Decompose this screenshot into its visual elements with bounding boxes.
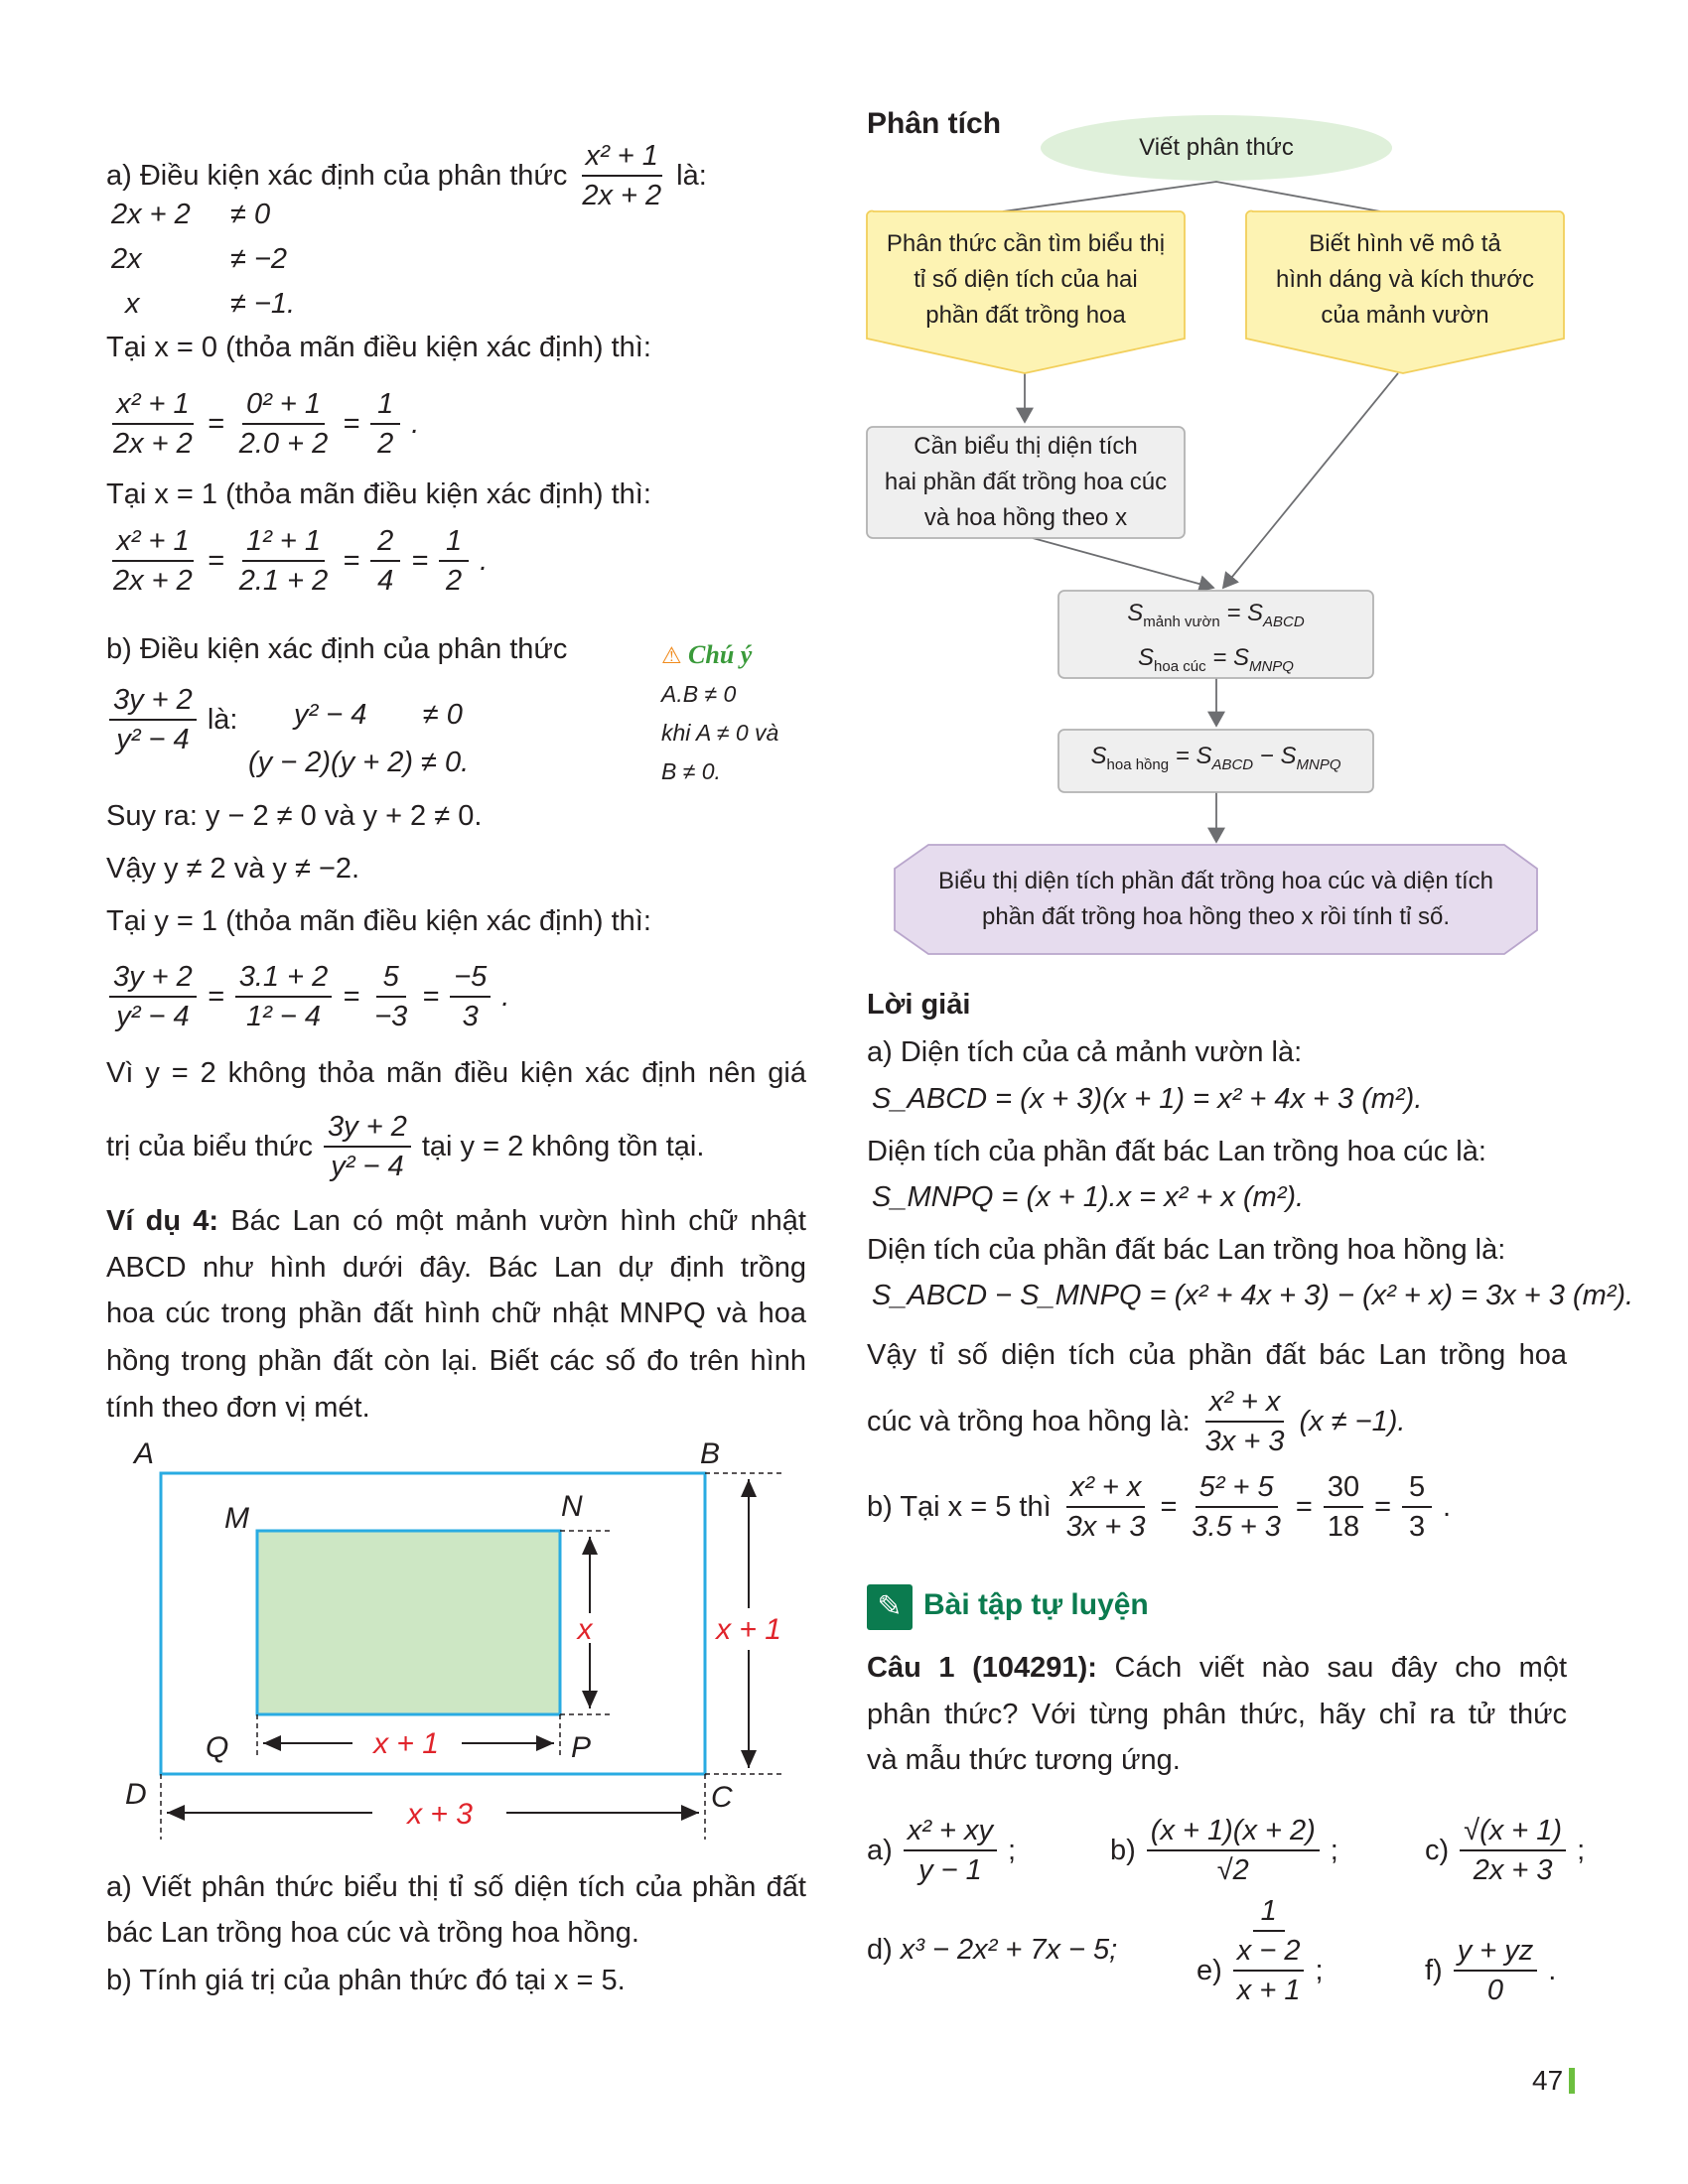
line: hình dáng và kích thước <box>1276 266 1534 293</box>
denominator: 2x + 2 <box>582 180 662 211</box>
numerator: 5 <box>1402 1468 1432 1508</box>
example-line: hồng trong phần đất còn lại. Biết các số đo trên hình <box>106 1345 806 1377</box>
line: Biểu thị diện tích phần đất trồng hoa cúc và diện tích <box>937 868 1494 894</box>
subscript: ABCD <box>1211 756 1254 773</box>
denominator: 2x + 2 <box>113 428 193 460</box>
denominator: y² − 4 <box>331 1151 404 1182</box>
denominator: 2x + 3 <box>1473 1854 1553 1886</box>
option-label: b) <box>1110 1835 1136 1866</box>
option-label: f) <box>1425 1955 1443 1986</box>
equation-3: $\frac{3y + 2}{\text{y² − 4}}$ = $\frac{3.1 + 2}{\text{1² − 4}}$ = $\frac{5}{-3}$ = $\frac{-5}{3}$ . <box>106 958 509 1035</box>
at-x1: Tại x = 1 (thỏa mãn điều kiện xác định) thì: <box>106 478 651 510</box>
denominator: 2 <box>446 565 463 597</box>
subscript: MNPQ <box>1296 756 1341 773</box>
solution-line: S_ABCD = (x + 3)(x + 1) = x² + 4x + 3 (m²). <box>872 1083 1423 1115</box>
numerator: 5 <box>376 958 406 998</box>
denominator: 3.5 + 3 <box>1192 1511 1281 1543</box>
text: a) Điều kiện xác định của phân thức <box>106 160 568 192</box>
at-y1: Tại y = 1 (thỏa mãn điều kiện xác định) thì: <box>106 905 651 937</box>
flow-node-areas <box>1058 596 1373 685</box>
page-number <box>1532 2065 1575 2097</box>
solution-line: Diện tích của phần đất bác Lan trồng hoa hồng là: <box>867 1234 1506 1266</box>
denominator: 4 <box>377 565 394 597</box>
denominator: 2x + 2 <box>113 565 193 597</box>
solution-line: a) Diện tích của cả mảnh vườn là: <box>867 1036 1303 1068</box>
denominator: 3x + 3 <box>1204 1426 1285 1457</box>
label-p: P <box>571 1731 592 1764</box>
label-x-plus-3: x + 3 <box>407 1798 473 1831</box>
denominator: x + 1 <box>1236 1975 1301 2006</box>
warning-icon: ⚠ <box>661 642 682 668</box>
garden-figure <box>0 0 814 1866</box>
numerator: 3y + 2 <box>109 681 197 721</box>
b-cond-1: y² − 4 ≠ 0 <box>294 699 463 731</box>
mnpq-rect <box>257 1531 560 1714</box>
option-label: e) <box>1196 1955 1222 1986</box>
denominator: √2 <box>1216 1854 1249 1886</box>
numerator <box>1233 1892 1305 1972</box>
denominator: y − 1 <box>918 1854 982 1886</box>
denominator: −3 <box>374 1001 408 1032</box>
text: Cách viết nào sau đây cho một <box>1114 1652 1568 1684</box>
cond-rhs: ≠ −1. <box>230 288 296 320</box>
subscript: ABCD <box>1263 614 1305 630</box>
solution-line: S_ABCD − S_MNPQ = (x² + 4x + 3) − (x² + x) = 3x + 3 (m²). <box>872 1280 1634 1311</box>
symbol: = S <box>1205 644 1249 671</box>
note-line: khi A ≠ 0 và <box>661 720 779 746</box>
text: là: <box>676 160 707 192</box>
option-label: a) <box>867 1835 893 1866</box>
flow-node-write-fraction: Viết phân thức <box>1139 134 1294 161</box>
label-m: M <box>224 1502 249 1535</box>
option-d <box>867 1932 1117 1968</box>
symbol: = S <box>1219 600 1264 626</box>
part-b-intro: b) Điều kiện xác định của phân thức <box>106 633 568 665</box>
cond-lhs: 2x + 2 <box>111 199 191 230</box>
task-a-line: bác Lan trồng hoa cúc và trồng hoa hồng. <box>106 1917 639 1949</box>
option-e: e) $\frac{\frac{1}{x - 2}}{x + 1}$ ; <box>1196 1932 1324 2009</box>
option-label: d) <box>867 1934 893 1966</box>
denominator: 1² − 4 <box>246 1001 321 1032</box>
denominator: 3 <box>462 1001 479 1032</box>
numerator: y + yz <box>1454 1932 1538 1972</box>
expression: x³ − 2x² + 7x − 5; <box>900 1934 1118 1966</box>
question-line <box>867 1650 1567 1686</box>
suy-ra: Suy ra: y − 2 ≠ 0 và y + 2 ≠ 0. <box>106 800 483 832</box>
label-d: D <box>125 1778 147 1811</box>
symbol: = S <box>1169 743 1212 769</box>
option-c: c) $\frac{√(x + 1)}{2x + 3}$ ; <box>1425 1812 1585 1889</box>
numerator: 5² + 5 <box>1196 1468 1278 1508</box>
subscript: mảnh vườn <box>1143 614 1220 630</box>
label-x-plus-1-vertical: x + 1 <box>716 1613 781 1646</box>
cond-rhs: ≠ 0 <box>230 199 271 230</box>
numerator: 1² + 1 <box>242 522 325 562</box>
analysis-title: Phân tích <box>867 107 1002 140</box>
solution-line: Diện tích của phần đất bác Lan trồng hoa cúc là: <box>867 1136 1486 1167</box>
line: của mảnh vườn <box>1321 302 1489 329</box>
symbol: S <box>1127 600 1144 626</box>
example-line: tính theo đơn vị mét. <box>106 1392 370 1424</box>
subscript: hoa hồng <box>1106 756 1170 773</box>
denominator: y² − 4 <box>116 724 190 755</box>
subscript: MNPQ <box>1248 658 1294 675</box>
line: phần đất trồng hoa hồng theo x rồi tính tỉ số. <box>982 903 1450 930</box>
cond-rhs: ≠ −2 <box>230 243 288 275</box>
label-b: B <box>700 1437 721 1470</box>
option-f: f) $\frac{y + yz}{0}$ . <box>1425 1932 1556 2009</box>
label-n: N <box>561 1490 583 1523</box>
line: và hoa hồng theo x <box>923 504 1128 531</box>
numerator: x² + x <box>1066 1468 1146 1508</box>
note-line: A.B ≠ 0 <box>661 681 737 707</box>
numerator: 0² + 1 <box>242 385 325 425</box>
flow-node-rose-area <box>1058 730 1373 792</box>
vi-line: Vì y = 2 không thỏa mãn điều kiện xác định nên giá <box>106 1057 806 1089</box>
task-a-line: a) Viết phân thức biểu thị tỉ số diện tích của phần đất <box>106 1871 806 1903</box>
numerator: 1 <box>439 522 469 562</box>
option-a: a) $\frac{\text{x² + xy}}{y - 1}$ ; <box>867 1812 1016 1889</box>
symbol: S <box>1090 743 1107 769</box>
numerator: 1 <box>370 385 400 425</box>
page-number-text: 47 <box>1532 2065 1564 2096</box>
label-x-plus-1-horizontal: x + 1 <box>373 1727 439 1760</box>
inner-denominator: x − 2 <box>1236 1935 1301 1967</box>
symbol: S <box>1138 644 1155 671</box>
numerator: 2 <box>370 522 400 562</box>
numerator: x² + x <box>1205 1383 1285 1423</box>
numerator: x² + xy <box>904 1812 997 1851</box>
option-label: c) <box>1425 1835 1450 1866</box>
numerator: x² + 1 <box>112 522 193 562</box>
denominator: 2.1 + 2 <box>238 565 329 597</box>
line: Cần biểu thị diện tích <box>914 433 1138 460</box>
subscript: hoa cúc <box>1154 658 1206 675</box>
text: cúc và trồng hoa hồng là: <box>867 1406 1191 1437</box>
line: phần đất trồng hoa <box>925 302 1126 329</box>
inner-numerator: 1 <box>1253 1892 1285 1932</box>
label-a: A <box>134 1437 155 1470</box>
line: tỉ số diện tích của hai <box>914 266 1138 293</box>
text: b) Tại x = 5 thì <box>867 1491 1052 1523</box>
line: hai phần đất trồng hoa cúc <box>884 469 1168 495</box>
example-label: Ví dụ 4: <box>106 1205 219 1237</box>
text: trị của biểu thức <box>106 1131 314 1162</box>
label-q: Q <box>206 1731 229 1764</box>
example-line: ABCD như hình dưới đây. Bác Lan dự định trồng <box>106 1252 806 1284</box>
question-line: và mẫu thức tương ứng. <box>867 1744 1181 1776</box>
denominator: 3x + 3 <box>1065 1511 1146 1543</box>
text: tại y = 2 không tồn tại. <box>421 1131 705 1162</box>
denominator: 0 <box>1486 1975 1504 2006</box>
part-b-solution: b) Tại x = 5 thì $\frac{\text{x² + x}}{3x + 3}$ = $\frac{\text{5² + 5}}{3.5 + 3}$ = $\frac{30}{18}$ = $\frac{5}{3}$ . <box>867 1468 1451 1546</box>
note-line: B ≠ 0. <box>661 758 721 784</box>
numerator: x² + 1 <box>582 137 662 177</box>
page-marker <box>1569 2068 1575 2094</box>
numerator: √(x + 1) <box>1460 1812 1566 1851</box>
symbol: − S <box>1253 743 1297 769</box>
ratio-line <box>867 1383 1405 1460</box>
cond-lhs: 2x <box>111 243 142 275</box>
denominator: 2.0 + 2 <box>238 428 329 460</box>
example-line: hoa cúc trong phần đất hình chữ nhật MNPQ và hoa <box>106 1297 806 1329</box>
numerator: 3y + 2 <box>109 958 197 998</box>
text: là: <box>207 704 238 736</box>
numerator: x² + 1 <box>112 385 193 425</box>
vay: Vậy y ≠ 2 và y ≠ −2. <box>106 853 360 885</box>
solution-line: S_MNPQ = (x + 1).x = x² + x (m²). <box>872 1181 1305 1213</box>
option-b: b) $\frac{(x + 1)(x + 2)}{√2}$ ; <box>1110 1812 1338 1889</box>
flow-node-figure <box>1246 226 1564 334</box>
numerator: 3.1 + 2 <box>235 958 333 998</box>
denominator: 3 <box>1408 1511 1426 1543</box>
equation-2: $\frac{\text{x² + 1}}{2x + 2}$ = $\frac{\text{1² + 1}}{2.1 + 2}$ = $\frac{2}{4}$ = $\frac{1}{2}$ . <box>106 522 488 600</box>
denominator: y² − 4 <box>116 1001 190 1032</box>
flow-node-final <box>895 864 1537 935</box>
question-line: phân thức? Với từng phân thức, hãy chỉ ra tử thức <box>867 1699 1567 1730</box>
pen-icon: ✎ <box>867 1584 913 1630</box>
numerator: 3y + 2 <box>324 1108 411 1148</box>
cond-lhs: x <box>125 288 140 320</box>
text: Bác Lan có một mảnh vườn hình chữ nhật <box>230 1205 806 1237</box>
numerator: −5 <box>450 958 491 998</box>
flow-node-express-area <box>867 429 1185 536</box>
label-x: x <box>577 1613 593 1646</box>
note-title: Chú ý <box>688 640 753 669</box>
solution-line: Vậy tỉ số diện tích của phần đất bác Lan trồng hoa <box>867 1339 1567 1371</box>
solution-title: Lời giải <box>867 989 971 1021</box>
question-label: Câu 1 (104291): <box>867 1652 1097 1684</box>
denominator: 2 <box>377 428 394 460</box>
flow-node-ratio <box>867 226 1185 334</box>
exercise-title: Bài tập tự luyện <box>923 1588 1149 1621</box>
denominator: 18 <box>1327 1511 1360 1543</box>
b-cond-2: (y − 2)(y + 2) ≠ 0. <box>248 747 470 778</box>
equation-1: $\frac{\text{x² + 1}}{2x + 2}$ = $\frac{\text{0² + 1}}{2.0 + 2}$ = $\frac{1}{2}$ . <box>106 385 419 463</box>
numerator: 30 <box>1324 1468 1363 1508</box>
line: Biết hình vẽ mô tả <box>1309 230 1501 257</box>
label-c: C <box>711 1781 733 1814</box>
line: Phân thức cần tìm biểu thị <box>886 230 1166 257</box>
task-b-line: b) Tính giá trị của phân thức đó tại x = 5. <box>106 1965 626 1996</box>
numerator: (x + 1)(x + 2) <box>1147 1812 1320 1851</box>
text: (x ≠ −1). <box>1299 1406 1406 1437</box>
at-x0: Tại x = 0 (thỏa mãn điều kiện xác định) thì: <box>106 332 651 363</box>
